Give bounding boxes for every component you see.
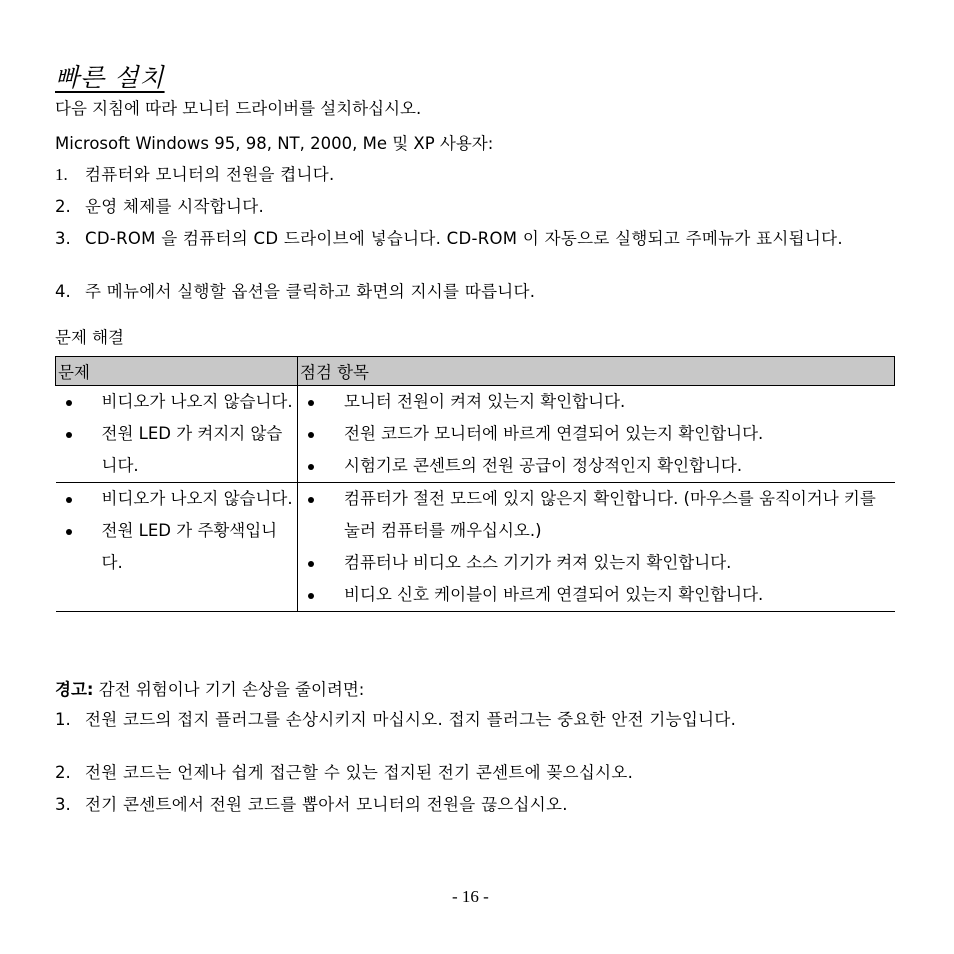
check-text: 컴퓨터나 비디오 소스 기기가 켜져 있는지 확인합니다. (344, 553, 732, 572)
column-header-check: 점검 항목 (298, 357, 895, 386)
install-step (55, 196, 895, 218)
warning-item-text: 전기 콘센트에서 전원 코드를 뽑아서 모니터의 전원을 끊으십시오. (85, 795, 568, 814)
step-number: 3. (55, 229, 71, 248)
check-cell (298, 386, 895, 483)
list-item (298, 483, 895, 547)
warning-number: 3. (55, 795, 71, 814)
problem-text: 전원 LED 가 켜지지 않습니다. (101, 424, 283, 475)
warning-item-text: 전원 코드는 언제나 쉽게 접근할 수 있는 접지된 전기 콘센트에 꽂으십시오. (85, 763, 634, 782)
install-step (55, 164, 895, 186)
check-text: 모니터 전원이 켜져 있는지 확인합니다. (344, 392, 626, 411)
page-title: 빠른 설치 (55, 63, 165, 92)
page-number: - 16 - (452, 887, 489, 906)
problem-text: 비디오가 나오지 않습니다. (101, 392, 293, 411)
check-cell (298, 483, 895, 612)
install-step (55, 281, 895, 303)
column-header-problem: 문제 (56, 357, 298, 386)
check-text: 비디오 신호 케이블이 바르게 연결되어 있는지 확인합니다. (344, 585, 764, 604)
os-users-line: Microsoft Windows 95, 98, NT, 2000, Me 및 XP 사용자: (55, 134, 494, 153)
table-row (56, 483, 895, 612)
warning-item (55, 762, 895, 784)
list-item (56, 418, 298, 482)
table-row (56, 386, 895, 483)
list-item (298, 579, 895, 611)
warning-number: 1. (55, 710, 71, 729)
step-text: 컴퓨터와 모니터의 전원을 켭니다. (85, 165, 335, 184)
install-step (55, 228, 895, 250)
list-item (56, 386, 298, 418)
list-item (298, 418, 895, 450)
list-item (56, 483, 298, 515)
check-text: 전원 코드가 모니터에 바르게 연결되어 있는지 확인합니다. (344, 424, 764, 443)
step-text: 주 메뉴에서 실행할 옵션을 클릭하고 화면의 지시를 따릅니다. (85, 282, 536, 301)
list-item (298, 386, 895, 418)
step-number: 2. (55, 197, 71, 216)
list-item (298, 547, 895, 579)
problem-text: 비디오가 나오지 않습니다. (101, 489, 293, 508)
problem-text: 전원 LED 가 주황색입니다. (101, 521, 278, 572)
problem-cell (56, 386, 298, 483)
troubleshoot-table (55, 356, 895, 612)
warning-label: 경고: (55, 680, 94, 699)
warning-line (55, 679, 364, 701)
warning-text: 감전 위험이나 기기 손상을 줄이려면: (98, 680, 365, 699)
step-text: CD-ROM 을 컴퓨터의 CD 드라이브에 넣습니다. CD-ROM 이 자동으로 실행되고 주메뉴가 표시됩니다. (85, 229, 843, 248)
list-item (298, 450, 895, 482)
intro-text: 다음 지침에 따라 모니터 드라이버를 설치하십시오. (55, 99, 422, 118)
warning-item-text: 전원 코드의 접지 플러그를 손상시키지 마십시오. 접지 플러그는 중요한 안전 기능입니다. (85, 710, 737, 729)
troubleshoot-heading: 문제 해결 (55, 328, 125, 347)
list-item (56, 515, 298, 579)
check-text: 시험기로 콘센트의 전원 공급이 정상적인지 확인합니다. (344, 456, 743, 475)
warning-item (55, 709, 895, 731)
step-text: 운영 체제를 시작합니다. (85, 197, 265, 216)
table-header-row (56, 357, 895, 386)
warning-item (55, 794, 895, 816)
warning-number: 2. (55, 763, 71, 782)
step-number: 1. (55, 165, 68, 184)
step-number: 4. (55, 282, 71, 301)
check-text: 컴퓨터가 절전 모드에 있지 않은지 확인합니다. (마우스를 움직이거나 키를 눌러 컴퓨터를 깨우십시오.) (344, 489, 876, 540)
problem-cell (56, 483, 298, 612)
